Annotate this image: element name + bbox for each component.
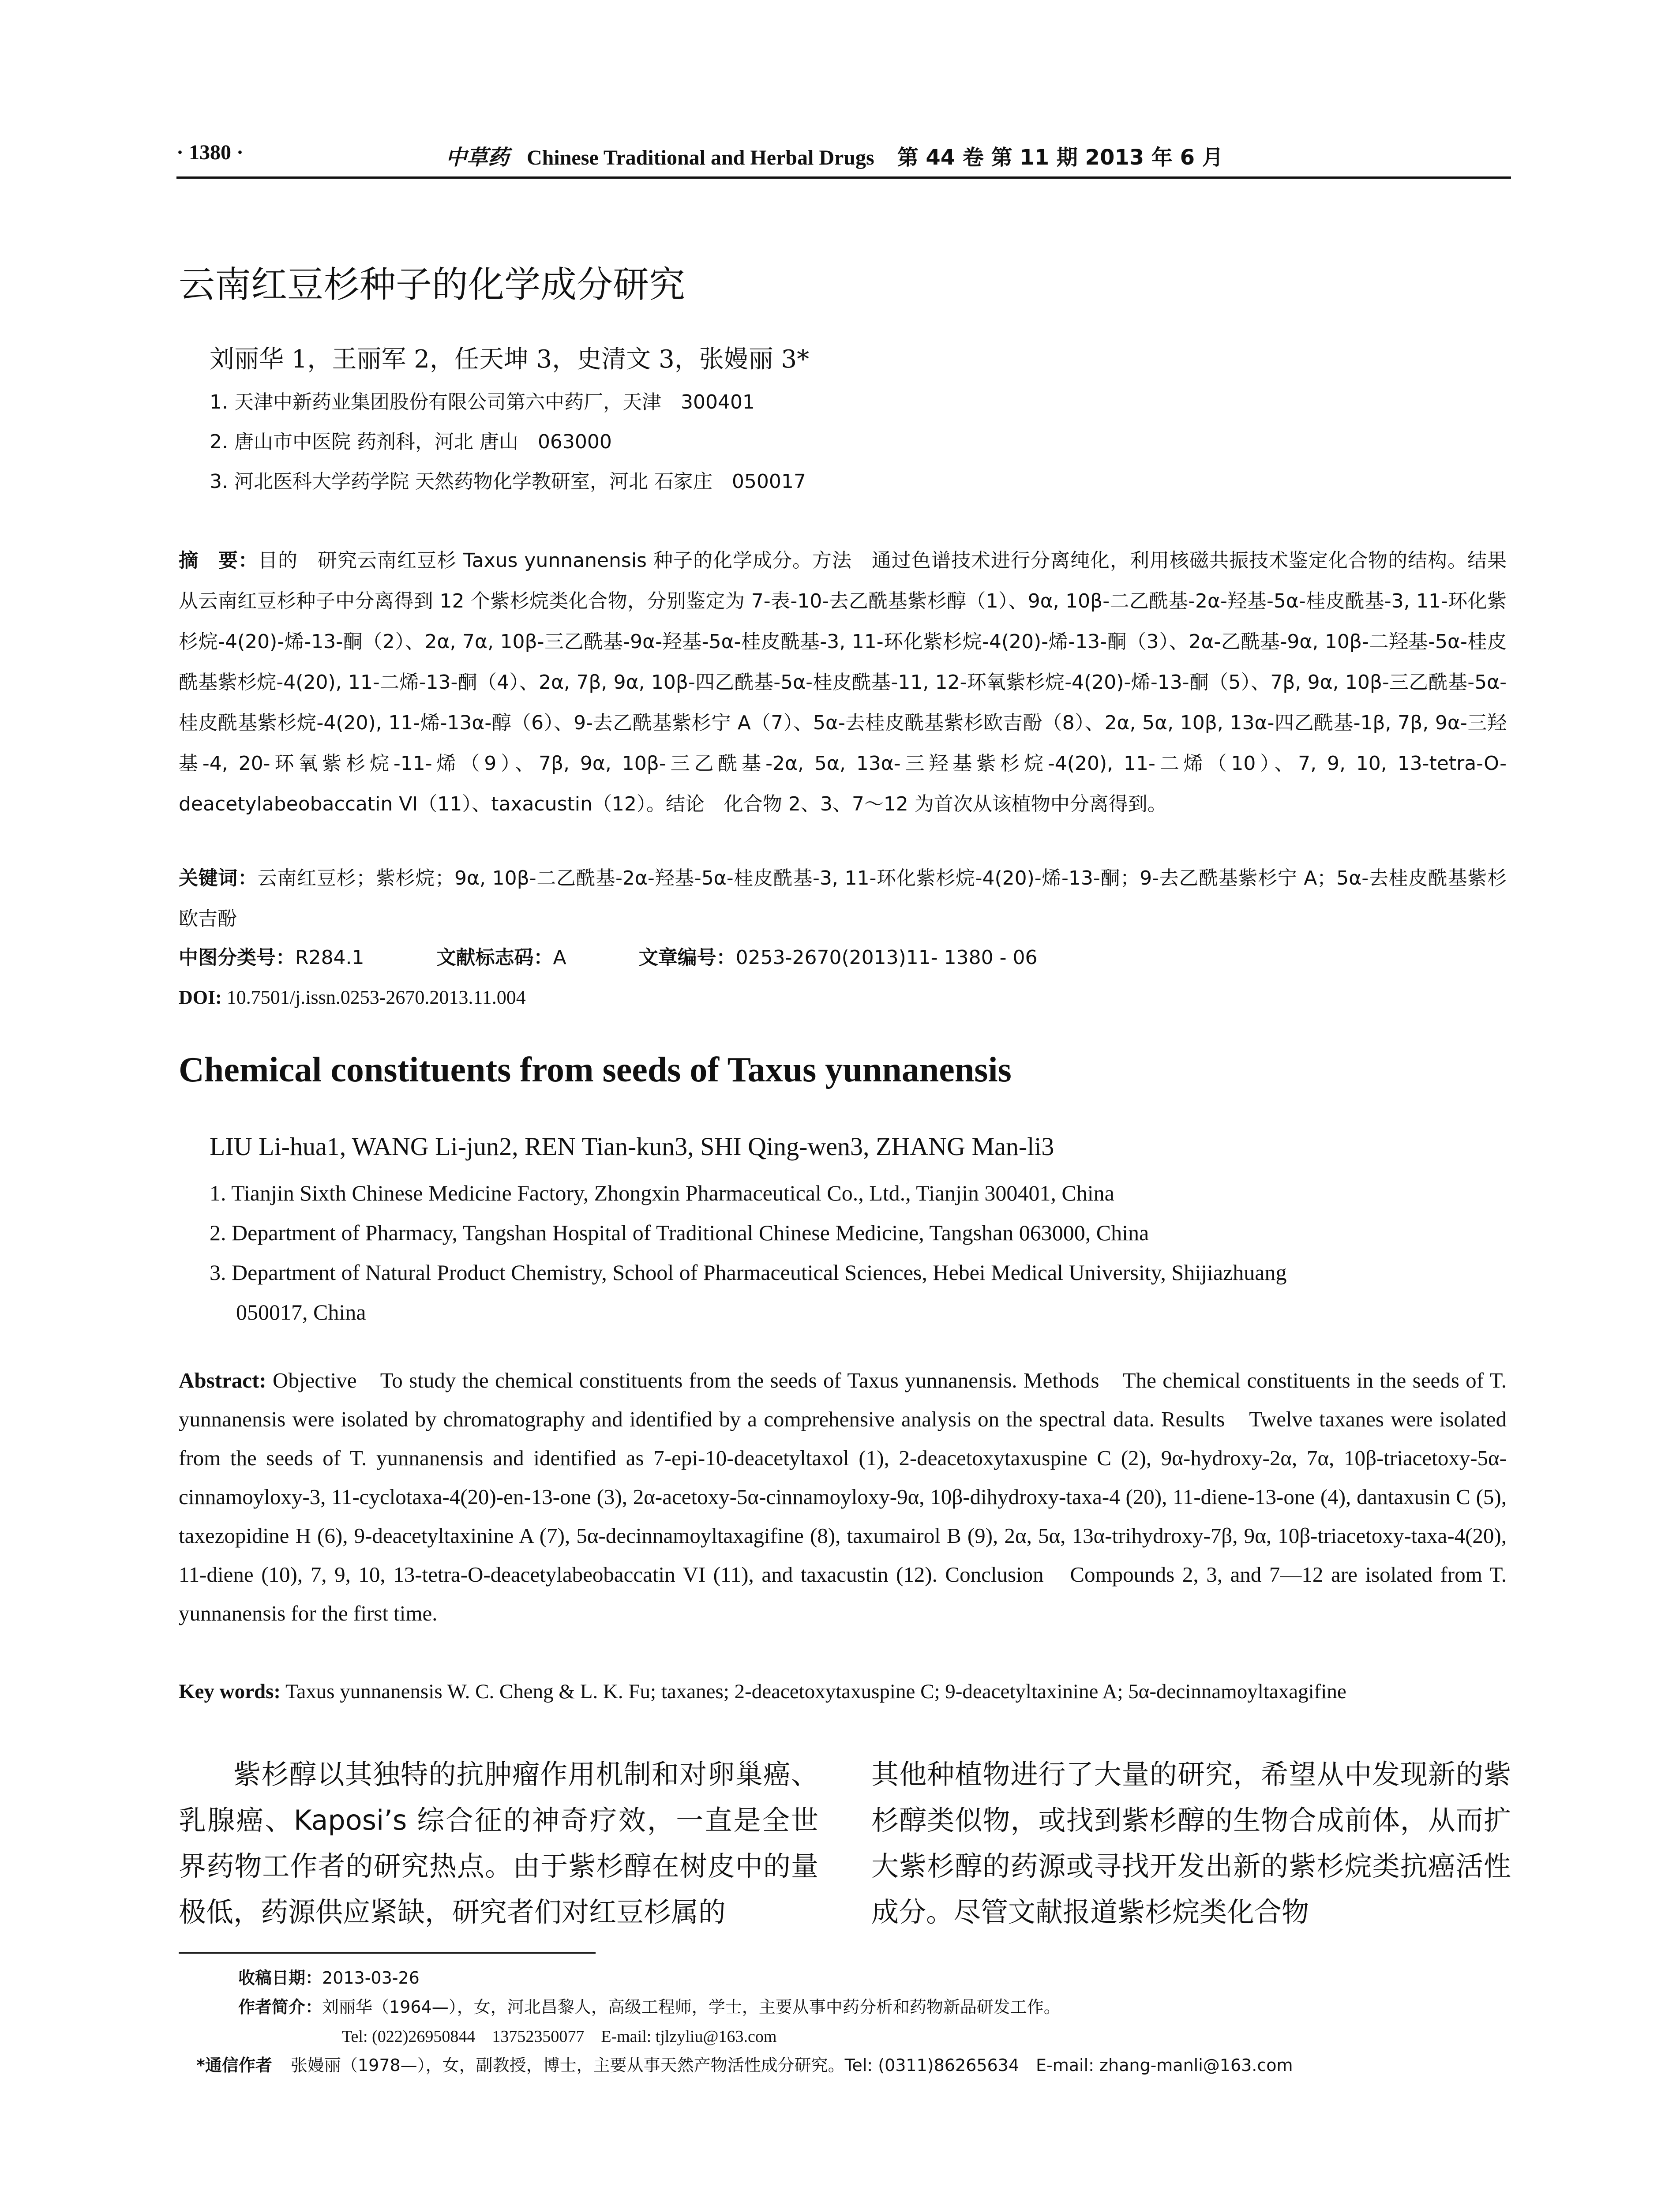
body-column-right: 其他种植物进行了大量的研究，希望从中发现新的紫杉醇类似物，或找到紫杉醇的生物合成前体，从而扩大紫杉醇的药源或寻找开发出新的紫杉烷类抗癌活性成分。尽管文献报道紫杉烷类化合物 bbox=[871, 1758, 1511, 1928]
received-label: 收稿日期： bbox=[238, 1968, 322, 1988]
corr-text: 张嫚丽（1978—），女，副教授，博士，主要从事天然产物活性成分研究。Tel: (0311)86265634 E-mail: zhang-manli@163.com bbox=[290, 2056, 1293, 2075]
cn-keywords-text: 云南红豆杉；紫杉烷；9α, 10β-二乙酰基-2α-羟基-5α-桂皮酰基-3, 11-环化紫杉烷-4(20)-烯-13-酮；9-去乙酰基紫杉宁 A；5α-去桂皮酰基紫杉欧吉酚 bbox=[179, 867, 1507, 930]
cn-abstract bbox=[179, 540, 1526, 825]
footnote-corresponding bbox=[196, 2052, 1293, 2076]
cn-affiliation-1: 1. 天津中新药业集团股份有限公司第六中药厂，天津 300401 bbox=[210, 391, 755, 413]
cn-title: 云南红豆杉种子的化学成分研究 bbox=[179, 264, 686, 306]
received-date: 2013-03-26 bbox=[322, 1968, 420, 1988]
cn-affiliation-3: 3. 河北医科大学药学院 天然药物化学教研室，河北 石家庄 050017 bbox=[210, 470, 806, 493]
footnote-author-bio bbox=[238, 1993, 1061, 2018]
en-abstract-text: Objective To study the chemical constituents from the seeds of Taxus yunnanensis. Methods The chemical constituents in the seeds of T. yunnanensis were isolated by chromatography and identified by a comprehensive analysis on the spectral data. Results Twelve taxanes were isolated from the seeds of T. yunnanensis and identified as 7-epi-10-deacetyltaxol (1), 2-deacetoxytaxuspine C (2), 9α-hydroxy-2α, 7α, 10β-triacetoxy-5α-cinnamoyloxy-3, 11-cyclotaxa-4(20)-en-13-one (3), 2α-acetoxy-5α-cinnamoyloxy-9α, 10β-dihydroxy-taxa-4 (20), 11-diene-13-one (4), dantaxusin C (5), taxezopidine H (6), 9-deacetyltaxinine A (7), 5α-decinnamoyltaxagifine (8), taxumairol B (9), 2α, 5α, 13α-trihydroxy-7β, 9α, 10β-triacetoxy-taxa-4(20), 11-diene (10), 7, 9, 10, 13-tetra-O-deacetylabeobaccatin VI (11), and taxacustin (12). Conclusion Compounds 2, 3, and 7—12 are isolated from T. yunnanensis for the first time. bbox=[179, 1368, 1507, 1625]
journal-issue: 第 44 卷 第 11 期 2013 年 6 月 bbox=[897, 145, 1223, 170]
cn-classification bbox=[179, 938, 1507, 978]
en-keywords-label: Key words: bbox=[179, 1680, 281, 1703]
cn-abstract-label: 摘 要： bbox=[179, 549, 259, 572]
cn-authors: 刘丽华 1，王丽军 2，任天坤 3，史清文 3，张嫚丽 3* bbox=[210, 345, 810, 374]
doi-label: DOI: bbox=[179, 987, 222, 1008]
en-authors: LIU Li-hua1, WANG Li-jun2, REN Tian-kun3, SHI Qing-wen3, ZHANG Man-li3 bbox=[210, 1132, 1054, 1161]
clc-label: 中图分类号： bbox=[179, 946, 295, 969]
en-affiliation-2: 2. Department of Pharmacy, Tangshan Hospital of Traditional Chinese Medicine, Tangshan 063000, China bbox=[210, 1220, 1149, 1245]
cn-keywords-label: 关键词： bbox=[179, 867, 258, 889]
article-no-value: 0253-2670(2013)11- 1380 - 06 bbox=[735, 946, 1038, 969]
en-abstract bbox=[179, 1361, 1507, 1633]
en-affiliation-3: 3. Department of Natural Product Chemistry, School of Pharmaceutical Sciences, Hebei Medical University, Shijiazhuang bbox=[210, 1260, 1287, 1285]
doi-line bbox=[179, 977, 1507, 1018]
doi-value: 10.7501/j.issn.0253-2670.2013.11.004 bbox=[226, 987, 526, 1008]
en-keywords-text: Taxus yunnanensis W. C. Cheng & L. K. Fu; taxanes; 2-deacetoxytaxuspine C; 9-deacetyltaxinine A; 5α-decinnamoyltaxagifine bbox=[285, 1680, 1346, 1703]
corr-label: *通信作者 bbox=[196, 2056, 272, 2075]
en-affiliation-1: 1. Tianjin Sixth Chinese Medicine Factory, Zhongxin Pharmaceutical Co., Ltd., Tianjin 300401, China bbox=[210, 1181, 1114, 1205]
en-keywords bbox=[179, 1672, 1507, 1711]
page-number: · 1380 · bbox=[176, 141, 244, 164]
doc-code-label: 文献标志码： bbox=[436, 946, 553, 969]
journal-header bbox=[446, 140, 1223, 171]
cn-affiliation-2: 2. 唐山市中医院 药剂科，河北 唐山 063000 bbox=[210, 431, 612, 453]
en-title: Chemical constituents from seeds of Taxus yunnanensis bbox=[179, 1050, 1012, 1089]
clc-value: R284.1 bbox=[295, 946, 364, 969]
cn-abstract-text: 目的 研究云南红豆杉 Taxus yunnanensis 种子的化学成分。方法 通过色谱技术进行分离纯化，利用核磁共振技术鉴定化合物的结构。结果 从云南红豆杉种子中分离得到 12 个紫杉烷类化合物，分别鉴定为 7-表-10-去乙酰基紫杉醇（1）、9α, 10β-二乙酰基-2α-羟基-5α-桂皮酰基-3, 11-环化紫杉烷-4(20)-烯-13-酮（2）、2α, 7α, 10β-三乙酰基-9α-羟基-5α-桂皮酰基-3, 11-环化紫杉烷-4(20)-烯-13-酮（3）、2α-乙酰基-9α, 10β-二羟基-5α-桂皮酰基紫杉烷-4(20), 11-二烯-13-酮（4）、2α, 7β, 9α, 10β-四乙酰基-5α-桂皮酰基-11, 12-环氧紫杉烷-4(20)-烯-13-酮（5）、7β, 9α, 10β-三乙酰基-5α-桂皮酰基紫杉烷-4(20), 11-烯-13α-醇（6）、9-去乙酰基紫杉宁 A（7）、5α-去桂皮酰基紫杉欧吉酚（8）、2α, 5α, 10β, 13α-四乙酰基-1β, 7β, 9α-三羟基-4, 20-环氧紫杉烷-11-烯（9）、7β, 9α, 10β-三乙酰基-2α, 5α, 13α-三羟基紫杉烷-4(20), 11-二烯（10）、7, 9, 10, 13-tetra-O-deacetylabeobaccatin VI（11）、taxacustin（12）。结论 化合物 2、3、7～12 为首次从该植物中分离得到。 bbox=[179, 549, 1526, 815]
journal-name-en: Chinese Traditional and Herbal Drugs bbox=[527, 146, 874, 169]
article-no-label: 文章编号： bbox=[638, 946, 736, 969]
bio-text: 刘丽华（1964—），女，河北昌黎人，高级工程师，学士，主要从事中药分析和药物新品研发工作。 bbox=[322, 1997, 1061, 2017]
bio-label: 作者简介： bbox=[238, 1997, 322, 2017]
footnote-author-contact: Tel: (022)26950844 13752350077 E-mail: tjlzyliu@163.com bbox=[342, 2027, 777, 2046]
cn-keywords bbox=[179, 858, 1507, 939]
header-rule bbox=[176, 176, 1511, 179]
en-abstract-label: Abstract: bbox=[179, 1368, 266, 1392]
en-affiliation-3-cont: 050017, China bbox=[236, 1300, 366, 1324]
footnote-rule bbox=[179, 1952, 596, 1954]
doc-code-value: A bbox=[553, 946, 566, 969]
body-column-left: 紫杉醇以其独特的抗肿瘤作用机制和对卵巢癌、乳腺癌、Kaposi’s 综合征的神奇疗效，一直是全世界药物工作者的研究热点。由于紫杉醇在树皮中的量极低，药源供应紧缺，研究者们对红豆杉属的 bbox=[179, 1758, 818, 1928]
footnote-received bbox=[238, 1964, 420, 1988]
journal-name-cn: 中草药 bbox=[446, 145, 510, 170]
